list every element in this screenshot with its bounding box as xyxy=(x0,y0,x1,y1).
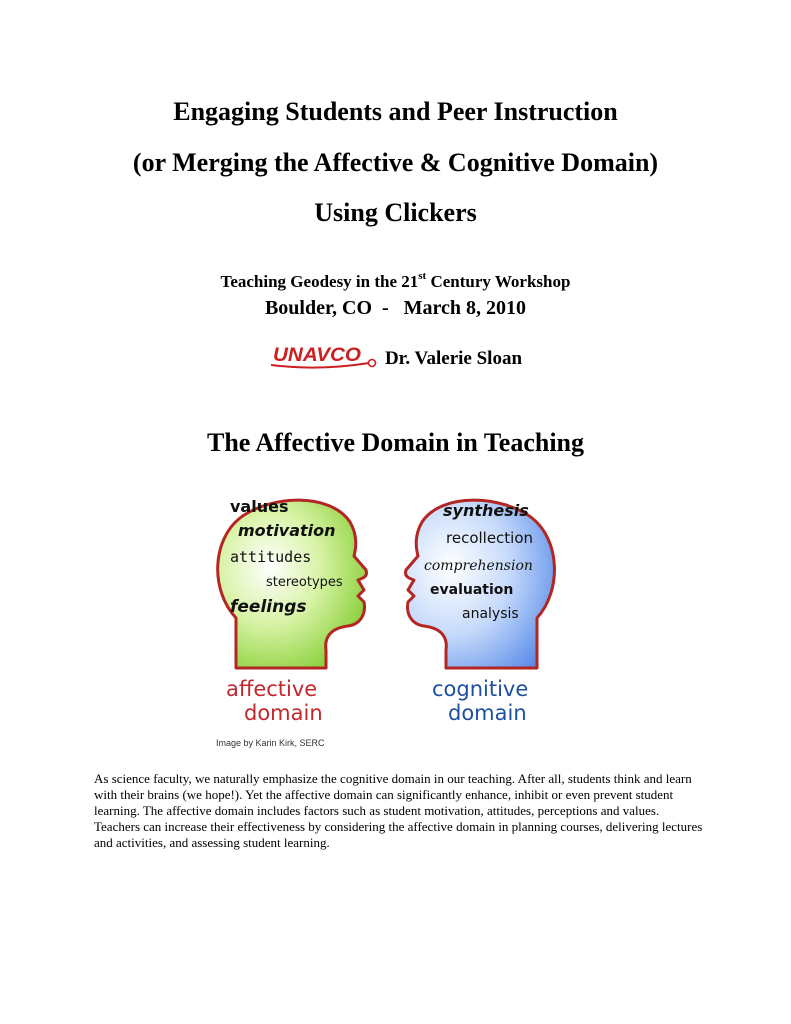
affective-label-line-1: affective xyxy=(226,677,318,701)
cognitive-word-evaluation: evaluation xyxy=(430,582,514,598)
section-heading: The Affective Domain in Teaching xyxy=(206,428,584,457)
unavco-logo-text: UNAVCO xyxy=(272,345,362,366)
title-line-2: (or Merging the Affective & Cognitive Domain) xyxy=(132,148,659,177)
cognitive-word-synthesis: synthesis xyxy=(443,501,529,520)
affective-word-values: values xyxy=(230,497,289,516)
affective-label-line-2: domain xyxy=(244,701,323,725)
cognitive-word-analysis: analysis xyxy=(462,606,519,622)
workshop-line xyxy=(0,271,791,293)
author-row xyxy=(0,336,791,376)
body-paragraph: As science faculty, we naturally emphasize the cognitive domain in our teaching. After all, students think and learn with their brains (we hope!). Yet the affective domain can significantly enhance, inhibit or even prevent student learning. The affective domain includes factors such as student motivation, attitudes, perceptions and values. Teachers can increase their effectiveness by considering the affective domain in planning courses, delivering lectures and activities, and assessing student learning. xyxy=(94,771,703,850)
cognitive-label-line-2: domain xyxy=(448,701,527,725)
title-line-1: Engaging Students and Peer Instruction xyxy=(173,97,618,126)
author-name: Dr. Valerie Sloan xyxy=(384,348,523,369)
cognitive-word-comprehension: comprehension xyxy=(424,558,533,574)
affective-word-motivation: motivation xyxy=(238,521,336,540)
domains-illustration xyxy=(200,490,580,754)
affective-word-feelings: feelings xyxy=(230,597,307,617)
title-line-3: Using Clickers xyxy=(314,198,477,227)
cognitive-word-recollection: recollection xyxy=(446,529,534,547)
workshop-superscript: st xyxy=(418,270,427,283)
affective-word-attitudes: attitudes xyxy=(230,548,312,566)
unavco-logo xyxy=(269,341,381,371)
logo-ring-icon xyxy=(368,360,375,367)
cognitive-label-line-1: cognitive xyxy=(432,677,529,701)
domains-figure xyxy=(200,490,580,754)
affective-word-stereotypes: stereotypes xyxy=(266,575,343,590)
workshop-prefix: Teaching Geodesy in the 21 xyxy=(220,272,419,291)
workshop-suffix: Century Workshop xyxy=(426,272,571,291)
location-date: Boulder, CO - March 8, 2010 xyxy=(264,297,527,319)
image-credit: Image by Karin Kirk, SERC xyxy=(216,738,325,748)
